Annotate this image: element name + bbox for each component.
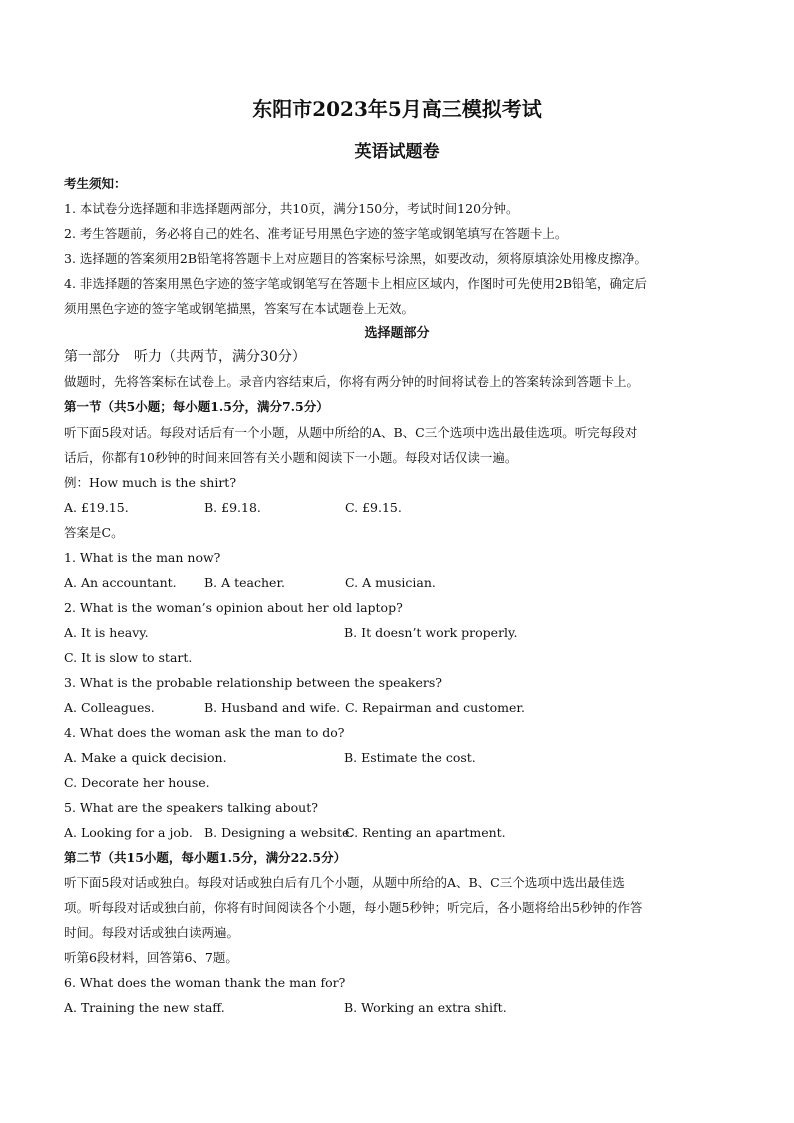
- q3-option-c: C. Repairman and customer.: [345, 700, 525, 715]
- notice-item-2: 2. 考生答题前，务必将自己的姓名、准考证号用黑色字迹的签字笔或钢笔填写在答题卡上。: [64, 226, 568, 241]
- q1-option-b: B. A teacher.: [204, 575, 286, 590]
- q2-option-a: A. It is heavy.: [64, 625, 149, 640]
- notice-heading: 考生须知：: [64, 176, 127, 191]
- section2-instruction-1: 听下面5段对话或独白。每段对话或独白后有几个小题，从题中所给的A、B、C三个选项中选出最佳选: [64, 875, 625, 890]
- q2-option-c: C. It is slow to start.: [64, 650, 193, 665]
- notice-item-3: 3. 选择题的答案须用2B铅笔将答题卡上对应题目的答案标号涂黑，如要改动，须将原填涂处用橡皮擦净。: [64, 251, 648, 266]
- part1-instruction: 做题时，先将答案标在试卷上。录音内容结束后，你将有两分钟的时间将试卷上的答案转涂到答题卡上。: [64, 374, 640, 389]
- section2-instruction-3: 时间。每段对话或独白读两遍。: [64, 925, 240, 940]
- q3-option-b: B. Husband and wife.: [204, 700, 341, 715]
- example-option-b: B. £9.18.: [204, 500, 261, 515]
- q5-option-a: A. Looking for a job.: [64, 825, 193, 840]
- material-6: 听第6段材料，回答第6、7题。: [64, 950, 238, 965]
- question-2: 2. What is the woman’s opinion about her old laptop?: [64, 600, 403, 615]
- q4-option-c: C. Decorate her house.: [64, 775, 210, 790]
- q6-option-a: A. Training the new staff.: [64, 1000, 225, 1015]
- q1-option-c: C. A musician.: [345, 575, 436, 590]
- q5-option-c: C. Renting an apartment.: [345, 825, 506, 840]
- section1-instruction-1: 听下面5段对话。每段对话后有一个小题，从题中所给的A、B、C三个选项中选出最佳选项。听完每段对: [64, 425, 638, 440]
- question-1: 1. What is the man now?: [64, 550, 221, 565]
- section2-instruction-2: 项。听每段对话或独白前，你将有时间阅读各个小题，每小题5秒钟；听完后，各小题将给出5秒钟的作答: [64, 900, 643, 915]
- question-4: 4. What does the woman ask the man to do?: [64, 725, 345, 740]
- notice-item-4: 4. 非选择题的答案用黑色字迹的签字笔或钢笔写在答题卡上相应区域内，作图时可先使用2B铅笔，确定后: [64, 276, 648, 291]
- q3-option-a: A. Colleagues.: [64, 700, 155, 715]
- part1-heading: 第一部分 听力（共两节，满分30分）: [64, 349, 306, 365]
- example-option-c: C. £9.15.: [345, 500, 402, 515]
- q2-option-b: B. It doesn’t work properly.: [344, 625, 518, 640]
- q5-option-b: B. Designing a website.: [204, 825, 354, 840]
- example-question: 例：How much is the shirt?: [64, 475, 237, 490]
- example-option-a: A. £19.15.: [64, 500, 129, 515]
- exam-subtitle: 英语试题卷: [354, 142, 440, 162]
- question-6: 6. What does the woman thank the man for?: [64, 975, 346, 990]
- section1-instruction-2: 话后，你都有10秒钟的时间来回答有关小题和阅读下一小题。每段对话仅读一遍。: [64, 450, 518, 465]
- q6-option-b: B. Working an extra shift.: [344, 1000, 507, 1015]
- question-5: 5. What are the speakers talking about?: [64, 800, 318, 815]
- q4-option-b: B. Estimate the cost.: [344, 750, 476, 765]
- q4-option-a: A. Make a quick decision.: [64, 750, 227, 765]
- section-title: 选择题部分: [364, 326, 430, 341]
- notice-item-4-cont: 须用黑色字迹的签字笔或钢笔描黑，答案写在本试题卷上无效。: [64, 301, 415, 316]
- notice-item-1: 1. 本试卷分选择题和非选择题两部分，共10页，满分150分，考试时间120分钟。: [64, 201, 519, 216]
- section2-heading: 第二节（共15小题，每小题1.5分，满分22.5分）: [64, 850, 347, 865]
- section1-heading: 第一节（共5小题；每小题1.5分，满分7.5分）: [64, 399, 329, 414]
- example-answer: 答案是C。: [64, 525, 124, 540]
- exam-title: 东阳市2023年5月高三模拟考试: [252, 97, 542, 121]
- question-3: 3. What is the probable relationship between the speakers?: [64, 675, 442, 690]
- q1-option-a: A. An accountant.: [64, 575, 177, 590]
